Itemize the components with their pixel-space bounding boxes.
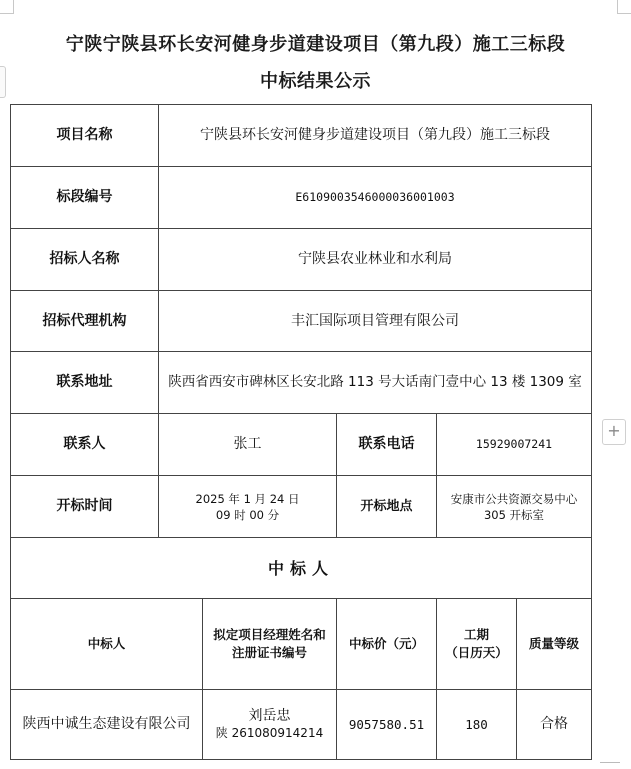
page-corner-mark bbox=[0, 0, 14, 14]
opening-place-line1: 安康市公共资源交易中心 bbox=[450, 491, 578, 506]
document-subtitle: 中标结果公示 bbox=[260, 71, 371, 92]
tenderer-label: 招标人名称 bbox=[11, 229, 159, 291]
project-name-value: 宁陕县环长安河健身步道建设项目（第九段）施工三标段 bbox=[159, 105, 592, 167]
col-price: 中标价（元） bbox=[337, 599, 437, 690]
row-contact bbox=[11, 414, 592, 476]
opening-date: 2025 年 1 月 24 日 bbox=[195, 491, 300, 506]
row-winner-header bbox=[11, 538, 592, 599]
section-no-value: E6109003546000036001003 bbox=[159, 167, 592, 229]
col-manager bbox=[203, 599, 337, 690]
contact-label: 联系人 bbox=[11, 414, 159, 476]
col-period bbox=[437, 599, 517, 690]
row-section-no bbox=[11, 167, 592, 229]
col-manager-line1: 拟定项目经理姓名和 bbox=[213, 627, 326, 642]
winner-name: 陕西中诚生态建设有限公司 bbox=[11, 690, 203, 760]
opening-hour: 09 时 00 分 bbox=[215, 507, 280, 522]
manager-info bbox=[203, 690, 337, 760]
opening-place-value bbox=[437, 476, 592, 538]
contact-value: 张工 bbox=[159, 414, 337, 476]
row-project-name bbox=[11, 105, 592, 167]
manager-name: 刘岳忠 bbox=[248, 707, 291, 724]
winning-price: 9057580.51 bbox=[337, 690, 437, 760]
opening-time-label: 开标时间 bbox=[11, 476, 159, 538]
construction-period: 180 bbox=[437, 690, 517, 760]
agency-value: 丰汇国际项目管理有限公司 bbox=[159, 291, 592, 352]
phone-value: 15929007241 bbox=[437, 414, 592, 476]
row-winner-data bbox=[11, 690, 592, 760]
row-opening bbox=[11, 476, 592, 538]
row-winner-columns bbox=[11, 599, 592, 690]
col-quality: 质量等级 bbox=[517, 599, 592, 690]
manager-cert: 陕 261080914214 bbox=[215, 725, 324, 740]
address-value: 陕西省西安市碑林区长安北路 113 号大话南门壹中心 13 楼 1309 室 bbox=[159, 352, 592, 414]
agency-label: 招标代理机构 bbox=[11, 291, 159, 352]
row-address bbox=[11, 352, 592, 414]
page-corner-mark-right bbox=[617, 0, 631, 14]
bottom-divider bbox=[600, 762, 620, 763]
result-table bbox=[10, 104, 592, 760]
phone-label: 联系电话 bbox=[337, 414, 437, 476]
col-winner: 中标人 bbox=[11, 599, 203, 690]
tenderer-value: 宁陕县农业林业和水利局 bbox=[159, 229, 592, 291]
document-title: 宁陕宁陕县环长安河健身步道建设项目（第九段）施工三标段 bbox=[65, 34, 566, 55]
address-label: 联系地址 bbox=[11, 352, 159, 414]
winner-section-header: 中标人 bbox=[11, 538, 592, 599]
section-no-label: 标段编号 bbox=[11, 167, 159, 229]
col-period-line2: （日历天） bbox=[445, 645, 508, 660]
quality-grade: 合格 bbox=[517, 690, 592, 760]
col-period-line1: 工期 bbox=[463, 627, 489, 642]
project-name-label: 项目名称 bbox=[11, 105, 159, 167]
opening-time-value bbox=[159, 476, 337, 538]
opening-place-line2: 305 开标室 bbox=[483, 507, 545, 522]
col-manager-line2: 注册证书编号 bbox=[231, 645, 307, 660]
row-agency bbox=[11, 291, 592, 352]
plus-icon[interactable]: + bbox=[602, 419, 626, 445]
row-tenderer bbox=[11, 229, 592, 291]
opening-place-label: 开标地点 bbox=[337, 476, 437, 538]
